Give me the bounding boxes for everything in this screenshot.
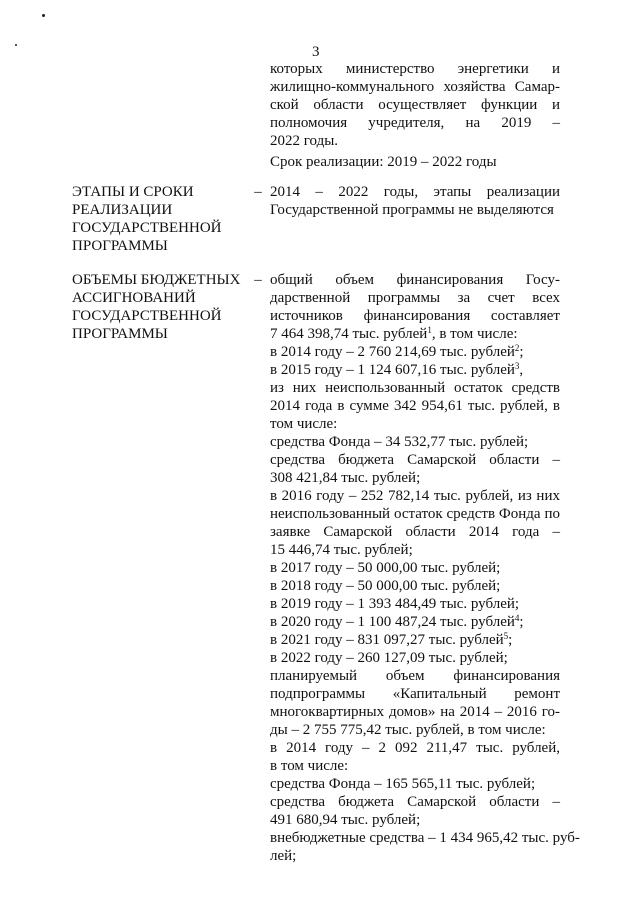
stages-dash: – — [254, 184, 262, 200]
stages-text-line: Государственной программы не выделяются — [270, 202, 554, 218]
budget-line — [270, 649, 560, 667]
budget-label-line: ПРОГРАММЫ — [72, 326, 168, 342]
budget-line-text: в 2018 году – 50 000,00 тыс. рублей; — [270, 578, 501, 594]
budget-line — [270, 397, 560, 415]
budget-line-punctuation: ; — [508, 632, 513, 648]
intro-paragraph — [270, 60, 560, 171]
stages-label-line: РЕАЛИЗАЦИИ — [72, 202, 173, 218]
budget-line-text: в 2020 году – 1 100 487,24 тыс. рублей — [270, 614, 515, 630]
budget-line-punctuation: , — [519, 362, 524, 378]
intro-line: ской области осуществляет функции и — [270, 97, 560, 113]
budget-line — [270, 703, 560, 721]
budget-line-text: в 2015 году – 1 124 607,16 тыс. рублей — [270, 362, 515, 378]
budget-label-line: АССИГНОВАНИЙ — [72, 290, 196, 306]
budget-line-text: в 2021 году – 831 097,27 тыс. рублей — [270, 632, 504, 648]
budget-line — [270, 343, 560, 361]
budget-line-text: средства Фонда – 34 532,77 тыс. рублей; — [270, 434, 529, 450]
budget-line-text: в 2014 году – 2 760 214,69 тыс. рублей — [270, 344, 515, 360]
budget-line — [270, 775, 560, 793]
budget-dash: – — [254, 272, 262, 288]
footnote-marker: 4 — [514, 613, 520, 623]
budget-line-punctuation: ; — [519, 614, 524, 630]
stages-text-line: 2014 – 2022 годы, этапы реализации — [270, 184, 560, 200]
budget-line — [270, 487, 560, 505]
budget-line-text: подпрограммы «Капитальный ремонт — [270, 686, 560, 702]
budget-line — [270, 613, 560, 631]
budget-line — [270, 523, 560, 541]
budget-line-text: 308 421,84 тыс. рублей; — [270, 470, 421, 486]
footnote-marker: 3 — [514, 361, 520, 371]
scan-speck-2 — [15, 44, 17, 46]
budget-line-text: ды – 2 755 775,42 тыс. рублей, в том числе: — [270, 722, 546, 738]
stages-label — [72, 183, 250, 255]
budget-line-text: в 2022 году – 260 127,09 тыс. рублей; — [270, 650, 508, 666]
budget-line-text: средства бюджета Самарской области – — [270, 452, 560, 468]
budget-line — [270, 793, 560, 811]
budget-label-line: ОБЪЕМЫ БЮДЖЕТНЫХ — [72, 272, 241, 288]
budget-line — [270, 541, 560, 559]
budget-line — [270, 559, 560, 577]
budget-line — [270, 361, 560, 379]
budget-line-text: в 2016 году – 252 782,14 тыс. рублей, из них — [270, 488, 560, 504]
budget-line-text: планируемый объем финансирования — [270, 668, 560, 684]
footnote-marker: 2 — [514, 343, 520, 353]
budget-line-text: в том числе: — [270, 758, 349, 774]
intro-line: полномочия учредителя, на 2019 – — [270, 115, 560, 131]
footnote-marker: 5 — [503, 631, 509, 641]
budget-line — [270, 811, 560, 829]
stages-label-line: ЭТАПЫ И СРОКИ — [72, 184, 194, 200]
budget-line — [270, 415, 560, 433]
budget-line-text: в 2017 году – 50 000,00 тыс. рублей; — [270, 560, 501, 576]
budget-line-text: 15 446,74 тыс. рублей; — [270, 542, 413, 558]
budget-line — [270, 757, 560, 775]
budget-line-text: средства бюджета Самарской области – — [270, 794, 560, 810]
budget-line-text: внебюджетные средства – 1 434 965,42 тыс. руб- — [270, 830, 580, 846]
intro-line: которых министерство энергетики и — [270, 61, 560, 77]
budget-line — [270, 829, 580, 847]
budget-line-text: заявке Самарской области 2014 года – — [270, 524, 560, 540]
budget-line-text: общий объем финансирования Госу- — [270, 272, 560, 288]
budget-line-text: неиспользованный остаток средств Фонда по — [270, 506, 560, 522]
stages-text — [270, 183, 560, 219]
budget-line-text: 2014 года в сумме 342 954,61 тыс. рублей, в — [270, 398, 560, 414]
footnote-marker: 1 — [427, 325, 432, 335]
budget-line-text: дарственной программы за счет всех — [270, 290, 560, 306]
page-number: 3 — [312, 44, 320, 60]
budget-line — [270, 505, 560, 523]
budget-text — [270, 271, 580, 865]
budget-line-text: 491 680,94 тыс. рублей; — [270, 812, 421, 828]
budget-line-punctuation: , в том числе: — [431, 326, 518, 342]
budget-line-text: 7 464 398,74 тыс. рублей — [270, 326, 428, 342]
budget-label-line: ГОСУДАРСТВЕННОЙ — [72, 308, 222, 324]
budget-line-punctuation: ; — [519, 344, 524, 360]
intro-line: жилищно-коммунального хозяйства Самар- — [270, 79, 560, 95]
budget-line — [270, 451, 560, 469]
budget-line — [270, 433, 560, 451]
budget-line — [270, 379, 560, 397]
budget-line — [270, 289, 560, 307]
budget-line — [270, 667, 560, 685]
stages-label-line: ГОСУДАРСТВЕННОЙ — [72, 220, 222, 236]
budget-line — [270, 325, 560, 343]
stages-label-line: ПРОГРАММЫ — [72, 238, 168, 254]
budget-line — [270, 721, 560, 739]
budget-line-text: в 2019 году – 1 393 484,49 тыс. рублей; — [270, 596, 520, 612]
budget-line-text: из них неиспользованный остаток средств — [270, 380, 560, 396]
budget-line — [270, 307, 560, 325]
budget-line — [270, 271, 560, 289]
budget-line-text: лей; — [270, 848, 297, 864]
intro-line: 2022 годы. — [270, 133, 339, 149]
budget-line — [270, 847, 560, 865]
budget-line-text: средства Фонда – 165 565,11 тыс. рублей; — [270, 776, 536, 792]
budget-line-text: в 2014 году – 2 092 211,47 тыс. рублей, — [270, 740, 560, 756]
budget-line — [270, 577, 560, 595]
budget-line-text: том числе: — [270, 416, 338, 432]
scan-speck-1 — [42, 14, 45, 17]
budget-line — [270, 595, 560, 613]
budget-line — [270, 469, 560, 487]
budget-line — [270, 631, 560, 649]
budget-label — [72, 271, 250, 343]
intro-line: Срок реализации: 2019 – 2022 годы — [270, 154, 497, 170]
budget-line-text: многоквартирных домов» на 2014 – 2016 го- — [270, 704, 560, 720]
budget-line-text: источников финансирования составляет — [270, 308, 560, 324]
budget-line — [270, 739, 560, 757]
budget-line — [270, 685, 560, 703]
